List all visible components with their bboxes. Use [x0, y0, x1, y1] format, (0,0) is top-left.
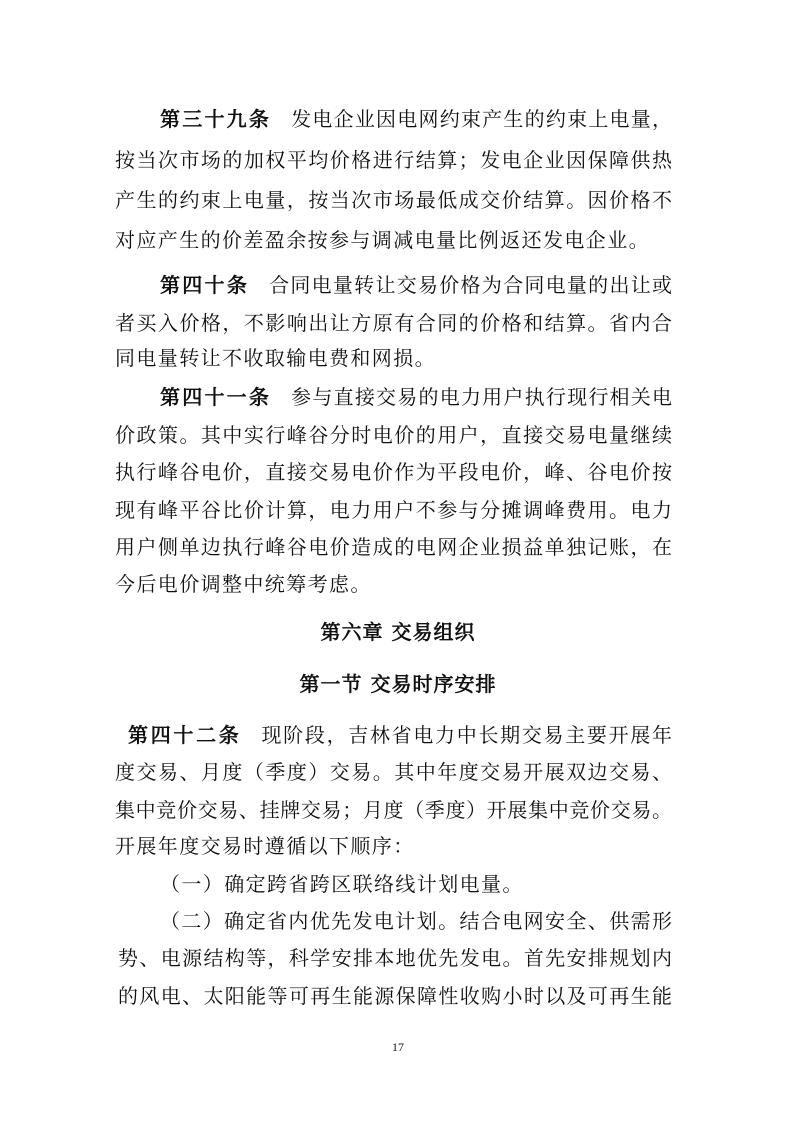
text-line: [115, 457, 672, 487]
text-line: [118, 943, 672, 973]
line-text: 参与直接交易的电力用户执行现行相关电: [291, 385, 673, 409]
line-text: 集中竞价交易、挂牌交易；月度（季度）开展集中竞价交易。: [115, 798, 672, 822]
section-heading: 第一节 交易时序安排: [299, 672, 497, 696]
line-text: 度交易、月度（季度）交易。其中年度交易开展双边交易、: [115, 760, 672, 784]
line-text: 发电企业因电网约束产生的约束上电量，: [291, 107, 673, 131]
line-text: 者买入价格，不影响出让方原有合同的价格和结算。省内合: [115, 311, 672, 335]
line-text: 价政策。其中实行峰谷分时电价的用户，直接交易电量继续: [115, 423, 672, 447]
line-text: 产生的约束上电量，按当次市场最低成交价结算。因价格不: [115, 188, 672, 212]
text-line: [115, 569, 372, 599]
text-line: [118, 981, 672, 1011]
line-text: （一）确定跨省跨区联络线计划电量。: [160, 872, 524, 896]
line-text: 合同电量转让交易价格为合同电量的出让或: [269, 273, 673, 297]
chapter-heading: 第六章 交易组织: [320, 620, 476, 644]
line-text: 现阶段，吉林省电力中长期交易主要开展年: [261, 723, 673, 747]
text-line: [115, 185, 672, 215]
text-line: [115, 532, 672, 562]
article-number: 第三十九条: [160, 107, 272, 131]
page-number: 17: [392, 1040, 404, 1054]
line-text: 对应产生的价差盈余按参与调减电量比例返还发电企业。: [115, 228, 650, 252]
text-line: [160, 906, 672, 936]
article-first-line: [160, 270, 672, 300]
line-text: 同电量转让不收取输电费和网损。: [115, 346, 436, 370]
text-line: [115, 225, 650, 255]
text-line: [115, 495, 672, 525]
article-number: 第四十一条: [160, 385, 272, 409]
text-line: [115, 420, 672, 450]
line-text: 现有峰平谷比价计算，电力用户不参与分摊调峰费用。电力: [115, 498, 672, 522]
line-text: （二）确定省内优先发电计划。结合电网安全、供需形: [160, 909, 672, 933]
article-number: 第四十条: [160, 273, 250, 297]
article-first-line: [160, 382, 672, 412]
line-text: 的风电、太阳能等可再生能源保障性收购小时以及可再生能: [118, 984, 672, 1008]
line-text: 开展年度交易时遵循以下顺序：: [115, 834, 415, 858]
line-text: 按当次市场的加权平均价格进行结算；发电企业因保障供热: [115, 148, 672, 172]
text-line: [115, 831, 415, 861]
line-text: 执行峰谷电价，直接交易电价作为平段电价，峰、谷电价按: [115, 460, 672, 484]
text-line: [115, 343, 436, 373]
article-number: 第四十二条: [128, 723, 242, 747]
text-line: [115, 145, 672, 175]
text-line: [115, 757, 672, 787]
article-first-line: [128, 720, 672, 750]
text-line: [160, 869, 524, 899]
text-line: [115, 308, 672, 338]
article-first-line: [160, 104, 672, 134]
text-line: [115, 795, 672, 825]
line-text: 势、电源结构等，科学安排本地优先发电。首先安排规划内: [118, 946, 672, 970]
line-text: 用户侧单边执行峰谷电价造成的电网企业损益单独记账，在: [115, 535, 672, 559]
line-text: 今后电价调整中统筹考虑。: [115, 572, 372, 596]
